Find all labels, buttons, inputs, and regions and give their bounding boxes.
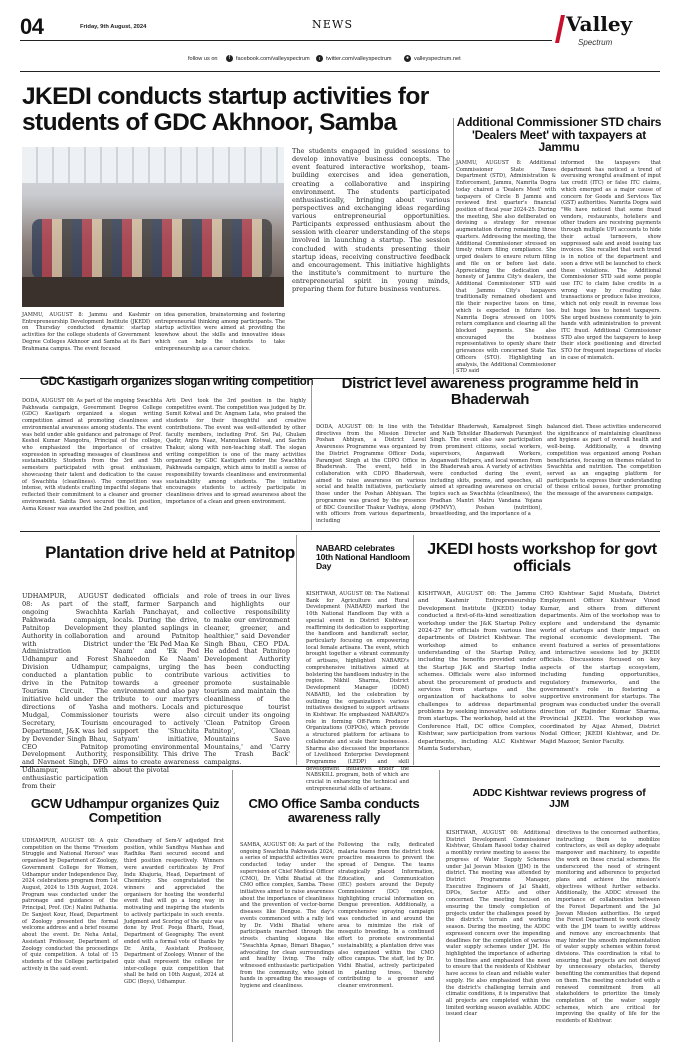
a7-col1: KISHTWAR, AUGUST 08: The Jammu and Kashmir Entrepreneurship Development Institute (JKEDI) today conducted a first-of-its-kind sensitization workshop under the J&K Startup Policy 2024-27 for officials from various line departments of District Kishtwar. The workshop aimed to enhance understanding of the Startup Policy, including the benefits provided under the Startup J&K and Startup India schemes. Officials were also informed about the procurement of products and services from startups and the organization of hackathons to solve challenges to address departmental problems by seeking innovative solutions from startups. The workshop, held at the Conference Hall, DC office Complex, Kishtwar, saw participation from various departments, including ALC Kishtwar Mamta Sudershan, [418,591,536,752]
a4-col1: DODA, AUGUST 08: In line with the directives from the Mission Director Poshan Abhiyan, a District Level Awareness Programme was organized by the District Programme Officer Doda, Paramjeet Singh at the CDPO Office in Bhaderwah. The event, held in collaboration with CDPO Bhaderwah, aimed to raise awareness on various social and health initiatives, particularly those under the Poshan Abhiyaan. The programme was graced by the presence of BDC Councillor Thakur Vadhiya, along with officers from various departments, including [316,424,426,525]
a1-col1: JAMMU, AUGUST 8: Jammu and Kashmir Entrepreneurship Development Institute (JKEDI) on Thursday conducted dynamic startup activities for the college students of Government Degree Colleges Akhnoor and Samba at its Bari Brahmana campus. The event focused [22,312,150,352]
a8-headline: GCW Udhampur organizes Quiz Competition [30,796,220,825]
a3-headline: GDC Kastigarh organizes slogan writing competition [40,376,314,388]
facebook-icon[interactable]: f [226,55,233,62]
a8-col1: UDHAMPUR, AUGUST 08: A quiz competition on the theme "Freedom Struggle and National Heroes" was organised by Department of Zoology, Government College for Women, Udhampur under Independence Day, 2024 celebrations program from 1st August, 2024 to 15th August, 2024. Program was conducted under the patronage and guidance of the Principal, Prof. (Dr.) Nalini Pathania. Dr. Sanjeet Kour, Head, Department of Zoology presented the formal welcome address and a brief resume about the event. Dr. Neha Antal, Assistant Professor, Department of Zoology conducted the proceedings of quiz competition. A total of 15 students of the College participated actively in the said event. [22,838,118,972]
a1-col3: The students engaged in guided sessions to develop innovative business concepts. The event featured interactive workshop, team-building exercises and idea generation, creating a collaborative and inspiring environment. The students participated enthusiastically, bringing about various perspectives and exchanging ideas regarding various entrepreneurial opportunities. Participants expressed enthusiasm about the session with clearer understanding of the steps involved in launching a startup. The session concluded with students presenting their startup ideas, receiving constructive feedback and encouragement. This initiative highlights the institute's commitment to nurture the entrepreneurial spirit in young minds, preparing them for future business ventures. [292,147,450,294]
logo-sub: Spectrum [578,38,613,47]
a2-col1: JAMMU, AUGUST 8: Additional Commissioner State Taxes Department (STD), Administration & Enforcement, Jammu, Namrita Dogra today chaired a 'Dealers Meet' with taxpayers of Circle B Jammu and reviewed first quarter's financial position of fiscal year 2024-25. During the meeting, She also deliberated on devising a strategy for revenue augmentation during remaining three quarters. Addressing the meeting, the Additional Commissioner stressed on timely return filing compliance. She urged dealers to ensure return filing and file on or before last date. Appreciating the dedication and honesty of Jammu City's dealers, the Additional Commissioner STD said that Jammu City's taxpayers traditionally remained obedient and file their respective taxes on time, which is expected in future too. Namrita Dogra stressed on 100% return compliance and clearing all the blocked payments. She also encouraged the business representatives to openly share their grievances with concerned State Tax Officers (STO). Highlighting an analysis, the Additional Commissioner STD said [456,160,556,375]
a8-col2: Choudhary of Sem-V adjudged first position, while Sandhya Manhas and Radhika Rani secured second and third position respectively. Winners were awarded certificates by Prof Indu Khajuria, Head, Department of Chemistry. She congratulated the winners and appreciated the organisers for hosting the wonderful event that will go a long way in motivating and inspiring the students to actively participate in such events. Judgment and Scoring of the quiz was done by Prof. Pooja Bharti, Head, Department of Geography. The event ended with a formal vote of thanks by Dr. Anita, Assistant Professor, Department of Zoology. Winner of the quiz shall represent the college for inter-college quiz competition that shall be held on 10th August, 2024 at GDC (Boys), Udhampur. [124,838,224,986]
twitter-icon[interactable]: t [316,55,323,62]
brand-logo[interactable] [556,12,666,52]
facebook-link[interactable]: facebook.com/valleyspectrum [236,56,310,62]
a1-photo [22,147,284,307]
a3-col2: Arti Devi took the 3rd position in the highly competitive event. The competition was judged by Dr. Sumit Kotwal and Dr. Angnam Lata, who praised the students for their thoughtful and creative contributions. The event was well-attended by other faculty members, including Prof. Sri Pal, Ghulam Qadir, Anjra Naaz, Mannulaan Kotwal, and Sachin Thakur, along with non-teaching staff. The slogan writing competition is one of the many activities organized by GDC Kastigarh under the Swachhta Pakhwada campaign, which aims to instill a sense of responsibility towards cleanliness and environmental sustainability among students. The initiative encourages students to actively participate in cleanliness drives and to spread awareness about the importance of a clean and green environment. [166,398,306,505]
issue-date: Friday, 9th August, 2024 [80,24,147,30]
globe-icon[interactable]: ● [405,55,410,61]
a10-col1: KISHTWAR, AUGUST 08: Additional District Development Commissioner Kishtwar, Ghulam Rasool today chaired a monthly review meeting to assess the progress of Water Supply Schemes under Jal Jeevan Mission (JJM) in the district. The meeting was attended by District Programme Manager, Executive Engineers of Jal Shakti, DPOs, Sector AEEs and other concerned. The meeting focused on ensuring the timely completion of projects under the challenges posed by the district's terrain and working season. During the meeting, the ADDC expressed concern over the impending deadlines for the completion of various water supply schemes under JJM. He highlighted the importance of adhering to timelines and emphasized the need to ensure that the residents of Kishtwar have access to clean and reliable water supply. He also emphasized that given the district's challenging terrain and climatic conditions, it is imperative that all projects are completed within the limited working season available. ADDC issued clear [446,830,550,1018]
a5-col1: UDHAMPUR, AUGUST 08: As part of the ongoing Swachhta Pakhwada campaign, Patnitop Development Authority in collaboration with District Administration Udhampur and Forest Division Udhampur, conducted a plantation drive in the Patnitop Tourism Circuit. The initiative held under the directions of Yasha Mudgal, Commissioner Secretary, Tourism Department, J&K was led by Devender Singh Bhau, CEO Patnitop Development Authority, and Navneet Singh, DFO Udhampur, with enthusiastic participation from their [22,592,108,791]
social-bar [170,55,550,65]
page-number: 04 [20,14,44,39]
twitter-link[interactable]: twitter.com/valleyspectrum [326,56,392,62]
a3-col1: DODA, AUGUST 08: As part of the ongoing Swachhta Pakhwada campaign, Government Degree College (GDC) Kastigarh organized a slogan writing competition aimed at promoting cleanliness and environmental awareness among students. The event was held under able guidance and patronage of Prof. Keshol Kumar Mangotra, Principal of the college, who emphasized the importance of creative expression in spreading messages of cleanliness and sustainability. Students from the 3rd and 5th semesters participated with great enthusiasm, showcasing their talent and dedication to the cause of Swachhta (cleanliness). The competition was intense, with students crafting impactful slogans that reflected their commitment to a cleaner and greener environment. Sabita Devi secured the 1st position, Asma Kouser was awarded the 2nd position, and [22,398,162,512]
a6-col1: KISHTWAR, AUGUST 08: The National Bank for Agriculture and Rural Development (NABARD) marked the 10th National Handloom Day with a special event in District Kishtwar, reaffirming its dedication to supporting the handloom and handicraft sector, particularly focusing on empowering local female artisans. The event, which brought together a vibrant community of artisans, highlighted NABARD's comprehensive initiatives aimed at bolstering the handloom industry in the region. Nikhil Sharma, District Development Manager (DDM) NABARD, led the celebration by outlining the organization's various initiatives designed to support artisans in Kishtwar. He emphasized NABARD's role in forming Off-Farm Producer Organizations (OFPOs), which provide a structured platform for artisans to collaborate and scale their businesses. Sharma also discussed the importance of Livelihood Enterprise Development Programme (LEDP) and skill development initiatives under the NABSKILL program, both of which are crucial in enhancing the technical and entrepreneurial skills of artisans. [306,591,409,792]
a1-headline: JKEDI conducts startup activities for students of GDC Akhnoor, Samba [22,83,429,136]
a2-col2: informed the taxpayers that department has noticed a trend of overusing wrongful availment of input tax credit (ITC) or false ITC claims, which emerged as a major cause of concern for Goods and Services Tax (GST) authorities. Namrita Dogra said "We have noticed that some fraud vendors, restaurants, hoteliers and other traders are receiving payments through multiple UPI accounts to hide their actual turnovers, show suppressed sale and avoid issuing tax invoices. She recalled that such trend is in notice of the department and soon a drive will be launched to check these violations. The Additional Commissioner STD said some people use ITC to claim false credits in a wrong way by creating fake transactions or produce false invoices, which not only result in revenue loss but huge loss to honest taxpayers. She urged business community to join hands with administration to prevent ITC fraud. Additional Commissioner STD also urged the taxpayers to keep their stock positioning and directed STO for frequent inspections of stocks in case of mismatch. [561,160,661,361]
a9-col2: Following the rally, dedicated malaria teams from the district took proactive measures to prevent the spread of Dengue. The teams strategically placed Information, Education, and Communication (IEC) posters around the Deputy Commissioner (DC) complex, highlighting crucial information on Dengue prevention. Additionally, a comprehensive spraying campaign was conducted in and around the area to minimize the risk of mosquito breeding. In a continued effort to promote environmental sustainability, a plantation drive was also organized within the CMO office campus. The staff, led by Dr. Vidhi Bhatial, actively participated in planting trees, thereby contributing to a greener and cleaner environment. [338,842,434,990]
a5-headline: Plantation drive held at Patnitop [45,543,295,562]
a7-col2: CHO Kishtwar Sajid Mustafa, District Employment Officer Kishtwar Vinod Kumar, and others from different departments. Aim of the workshop was to explore and understand the dynamic world of startups and their impact on regional economic development. The event featured a series of presentations and interactive sessions led by JKEDI officials. Discussions focused on key aspects of the startup ecosystem, including funding opportunities, regulatory frameworks, and the government's role in fostering a supportive environment for startups. The program was conducted under the overall direction of Rajinder Kumar Sharma, Provincial JKEDI. The workshop was coordinated by Aijaz Ahmed, District Nodal Officer, JKEDI Kishtwar, and Dr. Majid Mazoor, Senior Faculty. [540,591,660,745]
a1-col2: on idea generation, brainstorming and fostering entrepreneurial thinking among participants. The startup activities were aimed at providing the knowhow about the skills and innovative ideas which can help the students to take entrepreneurship as a career choice. [155,312,285,352]
a2-headline: Additional Commissioner STD chairs 'Dealers Meet' with taxpayers at Jammu [456,115,662,155]
a10-headline: ADDC Kishtwar reviews progress of JJM [472,787,646,811]
follow-label: follow us on [188,56,218,62]
a4-col2: Tehsildar Bhaderwah, Kamalpreet Singh and Naib Tehsildar Bhaderwah Paramjeet Singh. The event also saw participation from prominent citizens, social workers, supervisors, Anganwadi Workers, Anganwadi Helpers, and local women from the Bhaderwah area. A variety of activities were conducted during the event, including skits, poems, and speeches, all aimed at spreading awareness on crucial topics such as Swachhta (cleanliness), the Pradhan Mantri Matru Vandana Yojana (PMMVY), Poshan (nutrition), breastfeeding, and the importance of a [430,424,542,518]
a6-headline: NABARD celebrates 10th National Handloom Day [316,543,410,572]
a5-col3: role of trees in our lives and highlights our collective responsibility to make our environment cleaner, greener, and healthier," said Devender Singh Bhau, CEO PDA. He added that Patnitop Development Authority has been conducting various activities to promote sustainable tourism and maintain the cleanliness of the picturesque tourist circuit under its ongoing 'Clean Patnitop Green Patnitop', 'Clean Mountains Save Mountains,' and 'Carry The Trash Back' campaigns. [204,592,290,767]
logo-accent-icon [555,15,565,43]
section-label: NEWS [312,18,354,31]
a5-col2: dedicated officials and staff, farmer Sarpanch Karlah Panchayat, and locals. During the drive, they planted saplings in and around Patnitop under the 'Ek Ped Maa Ke Naam' and 'Ek Ped Shaheedon Ke Naam' campaigns, urging the public to contribute towards a greener environment and also pay tribute to our martyrs and mothers. Locals and tourists were also encouraged to actively support the 'Shuchita Satyam' initiative, promoting environmental responsibility. This drive aims to create awareness about the pivotal [113,592,199,775]
a4-headline: District level awareness programme held in Bhaderwah [341,375,639,408]
a4-col3: balanced diet. These activities underscored the significance of maintaining cleanliness and hygiene as part of overall health and well-being. Additionally, a drawing competition was organized among Poshan beneficiaries, focusing on themes related to Swachhta and nutrition. The competition served as an engaging platform for participants to express their understanding of these critical issues, further promoting the message of the awareness campaign. [547,424,661,498]
website-link[interactable]: valleyspectrum.net [414,56,461,62]
a7-headline: JKEDI hosts workshop for govt officials [427,541,657,575]
logo-main: Valley [566,12,633,36]
a9-col1: SAMBA, AUGUST 08: As part of the ongoing Swachhta Pakhwada 2024, a series of impactful activities were conducted today under the supervision of Chief Medical Officer (CMO), Dr. Vidhi Bhatial at the CMO office complex, Samba. These initiatives aimed to raise awareness about the importance of cleanliness and the prevention of vector-borne diseases like Dengue. The day's events commenced with a rally led by Dr. Vidhi Bhatial where participants marched through the streets chanting slogans like "Swachhta Apnao, Bimari Bhagao," advocating for clean surroundings and healthy living. The rally witnessed enthusiastic participation from the community, who joined hands in spreading the message of hygiene and cleanliness. [240,842,334,990]
a9-headline: CMO Office Samba conducts awareness rally [248,796,420,825]
a10-col2: directives to the concerned authorities, instructing them to mobilize contractors, as well as deploy adequate manpower and machinery, to expedite the work on these crucial schemes. He underscored the need of stringent monitoring and adherence to projected plans and achieve the mission's objectives without further setbacks. Additionally, the ADDC stressed the importance of collaboration between the Forest Department and the Jal Jeevan Mission authorities. He urged the Forest Department to work closely with the JJM team to swiftly address and remove any encroachments that may hinder the smooth implementation of water supply schemes within forest divisions. This coordination is vital to ensuring that projects are not delayed by unnecessary obstacles, thereby benefiting the communities that depend on them. The meeting concluded with a renewed commitment from all stakeholders to prioritize the timely completion of the water supply schemes, which are critical for improving the quality of life for the residents of Kishtwar. [556,830,660,1025]
